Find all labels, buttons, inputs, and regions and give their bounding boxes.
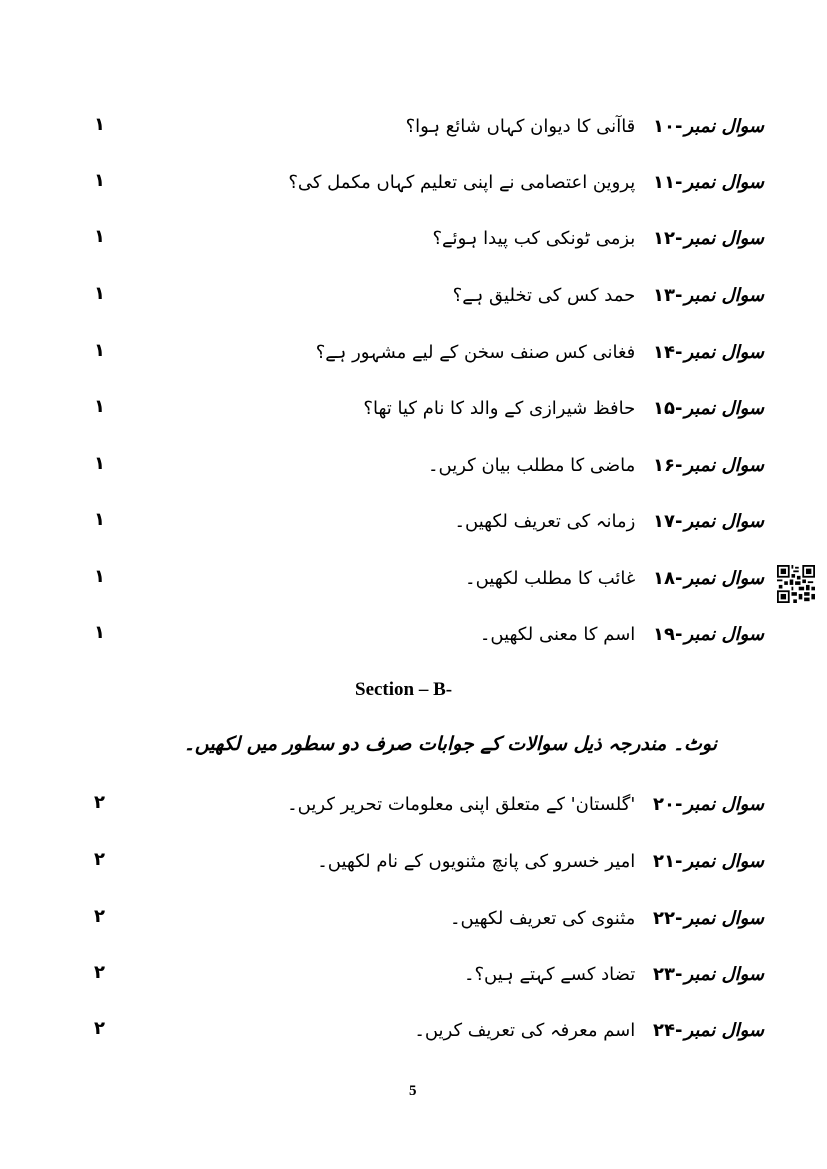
question-text: حمد کس کی تخلیق ہے؟ [452,285,636,306]
question-label: سوال نمبر [684,172,764,193]
question-label: سوال نمبر [684,455,764,476]
question-text: ماضی کا مطلب بیان کریں۔ [427,455,636,476]
question-row [70,564,764,596]
question-number: -۲۲ [653,908,683,929]
question-line [414,1016,764,1046]
marks: ۱ [94,509,105,530]
marks: ۱ [94,396,105,417]
question-text: حافظ شیرازی کے والد کا نام کیا تھا؟ [363,398,636,419]
question-label: سوال نمبر [684,624,764,645]
marks: ۲ [94,1018,105,1039]
question-text: مثنوی کی تعریف لکھیں۔ [449,908,636,929]
question-line [316,338,764,368]
marks: ۱ [94,340,105,361]
question-number: -۱۵ [653,398,683,419]
question-line [454,507,764,537]
question-row [70,960,764,992]
question-line [363,394,764,424]
question-number: -۱۰ [653,116,683,137]
question-label: سوال نمبر [684,285,764,306]
question-label: سوال نمبر [684,908,764,929]
question-line [464,960,764,990]
question-label: سوال نمبر [684,851,764,872]
question-label: سوال نمبر [684,228,764,249]
question-row [70,847,764,879]
marks: ۲ [94,792,105,813]
question-label: سوال نمبر [684,398,764,419]
question-number: -۲۱ [653,851,683,872]
question-row [70,281,764,313]
question-line [480,620,764,650]
question-line [432,224,764,254]
question-line [465,564,764,594]
question-number: -۱۱ [653,172,683,193]
question-number: -۱۴ [653,342,683,363]
section-heading: Section – B- [355,679,453,700]
question-text: اسم کا معنی لکھیں۔ [479,624,636,645]
question-row [70,507,764,539]
page-number: 5 [409,1083,417,1099]
question-number: -۲۰ [653,794,683,815]
question-text: قاآنی کا دیوان کہاں شائع ہوا؟ [405,116,636,137]
question-line [450,904,764,934]
question-number: -۱۸ [653,568,683,589]
question-number: -۲۴ [653,1020,683,1041]
marks: ۱ [94,226,105,247]
question-label: سوال نمبر [684,794,764,815]
question-text: امیر خسرو کی پانچ مثنویوں کے نام لکھیں۔ [317,851,636,872]
marks: ۲ [94,849,105,870]
question-line [287,790,764,820]
question-text: 'گلستان' کے متعلق اپنی معلومات تحریر کریں۔ [287,794,636,815]
question-number: -۱۳ [653,285,683,306]
question-row [70,620,764,652]
question-number: -۱۷ [653,511,683,532]
question-number: -۱۹ [653,624,683,645]
question-line [428,451,764,481]
question-number: -۱۲ [653,228,683,249]
question-row [70,338,764,370]
question-number: -۱۶ [653,455,683,476]
question-line [317,847,764,877]
question-label: سوال نمبر [684,964,764,985]
marks: ۱ [94,114,105,135]
marks: ۲ [94,906,105,927]
question-number: -۲۳ [653,964,683,985]
question-row [70,1016,764,1048]
marks: ۲ [94,962,105,983]
marks: ۱ [94,283,105,304]
question-label: سوال نمبر [684,568,764,589]
question-row [70,394,764,426]
question-line [288,168,764,198]
question-text: بزمی ٹونکی کب پیدا ہوئے؟ [432,228,636,249]
question-text: غائب کا مطلب لکھیں۔ [465,568,636,589]
marks: ۱ [94,622,105,643]
question-row [70,451,764,483]
question-row [70,168,764,200]
question-line [406,112,764,142]
question-row [70,904,764,936]
question-text: پروین اعتصامی نے اپنی تعلیم کہاں مکمل کی؟ [288,172,636,193]
question-row [70,224,764,256]
question-label: سوال نمبر [684,116,764,137]
question-row [70,112,764,144]
question-row [70,790,764,822]
qr-code-icon [777,565,815,603]
question-text: فغانی کس صنف سخن کے لیے مشہور ہے؟ [315,342,636,363]
question-text: تضاد کسے کہتے ہیں؟۔ [463,964,636,985]
question-label: سوال نمبر [684,1020,764,1041]
marks: ۱ [94,170,105,191]
marks: ۱ [94,453,105,474]
question-label: سوال نمبر [684,342,764,363]
marks: ۱ [94,566,105,587]
question-line [453,281,764,311]
question-text: زمانہ کی تعریف لکھیں۔ [454,511,636,532]
question-label: سوال نمبر [684,511,764,532]
instruction-note: نوٹ۔ مندرجہ ذیل سوالات کے جوابات صرف دو سطور میں لکھیں۔ [183,733,717,755]
question-text: اسم معرفہ کی تعریف کریں۔ [414,1020,636,1041]
